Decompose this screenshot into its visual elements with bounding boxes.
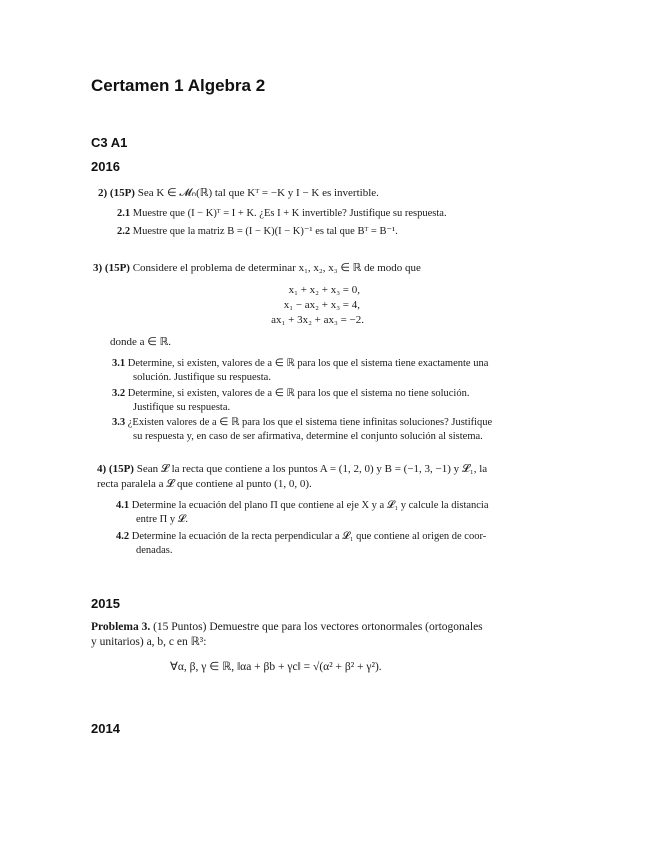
problem-item: 2.2 Muestre que la matriz B = (I − K)(I − K)⁻¹ es tal que Bᵀ = B⁻¹. [117, 226, 398, 237]
problem-4-label: 4) [97, 463, 107, 475]
year-heading-2014: 2014 [91, 721, 120, 736]
equation-3: ax₁ + 3x₂ + ax₃ = −2. [271, 314, 364, 326]
problem-2015-cont: y unitarios) a, b, c en ℝ³: [91, 636, 207, 648]
problem-item: 4.2 Determine la ecuación de la recta perpendicular a 𝓛₁ que contiene al origen de coor- [116, 531, 487, 542]
problem-4-statement: 4) (15P) Sean 𝓛 la recta que contiene a los puntos A = (1, 2, 0) y B = (−1, 3, −1) y 𝓛₁, la [97, 463, 488, 475]
problem-item: 2.1 Muestre que (I − K)ᵀ = I + K. ¿Es I + K invertible? Justifique su respuesta. [117, 208, 447, 219]
problem-2015-points: (15 Puntos) [153, 621, 207, 633]
problem-item-cont: entre Π y 𝓛. [136, 514, 188, 525]
problem-2015-formula: ∀α, β, γ ∈ ℝ, ‖αa + βb + γc‖ = √(α² + β² + γ²). [170, 661, 382, 673]
problem-item: 4.1 Determine la ecuación del plano Π que contiene al eje X y a 𝓛₁ y calcule la distancia [116, 500, 489, 511]
problem-item: 3.1 Determine, si existen, valores de a ∈ ℝ para los que el sistema tiene exactamente una [112, 358, 489, 369]
equation-1: x₁ + x₂ + x₃ = 0, [288, 284, 360, 296]
problem-3-statement [93, 261, 421, 275]
section-label: C3 A1 [91, 135, 128, 150]
problem-2-text: Sea K ∈ 𝓜ₙ(ℝ) tal que Kᵀ = −K y I − K es invertible. [137, 187, 379, 199]
problem-4-points: (15P) [108, 463, 134, 475]
problem-item: 3.2 Determine, si existen, valores de a ∈ ℝ para los que el sistema no tiene solución. [112, 388, 470, 399]
problem-item-cont: solución. Justifique su respuesta. [133, 372, 271, 383]
problem-3-label: 3) [93, 262, 103, 274]
problem-2-points: (15P) [109, 187, 135, 199]
problem-2015-statement: Problema 3. (15 Puntos) Demuestre que para los vectores ortonormales (ortogonales [91, 621, 483, 633]
problem-2-label: 2) [98, 187, 108, 199]
problem-item-cont: su respuesta y, en caso de ser afirmativa, determine el conjunto solución al sistema. [133, 431, 483, 442]
year-heading-2015: 2015 [91, 596, 120, 611]
problem-2015-label: Problema 3. [91, 621, 151, 633]
problem-4-cont: recta paralela a 𝓛 que contiene al punto (1, 0, 0). [97, 478, 312, 490]
equation-2: x₁ − ax₂ + x₃ = 4, [283, 299, 360, 311]
problem-item-cont: Justifique su respuesta. [133, 402, 231, 413]
donde-text: donde a ∈ ℝ. [110, 336, 172, 348]
problem-3-points: (15P) [104, 262, 130, 274]
problem-item: 3.3 ¿Existen valores de a ∈ ℝ para los que el sistema tiene infinitas soluciones? Justifique [112, 417, 493, 428]
problem-2-statement [98, 186, 379, 200]
page-title: Certamen 1 Algebra 2 [91, 76, 266, 95]
problem-item-cont: denadas. [136, 545, 173, 556]
year-heading-2016: 2016 [91, 159, 120, 174]
problem-3-text: Considere el problema de determinar x₁, x₂, x₃ ∈ ℝ de modo que [132, 262, 421, 274]
